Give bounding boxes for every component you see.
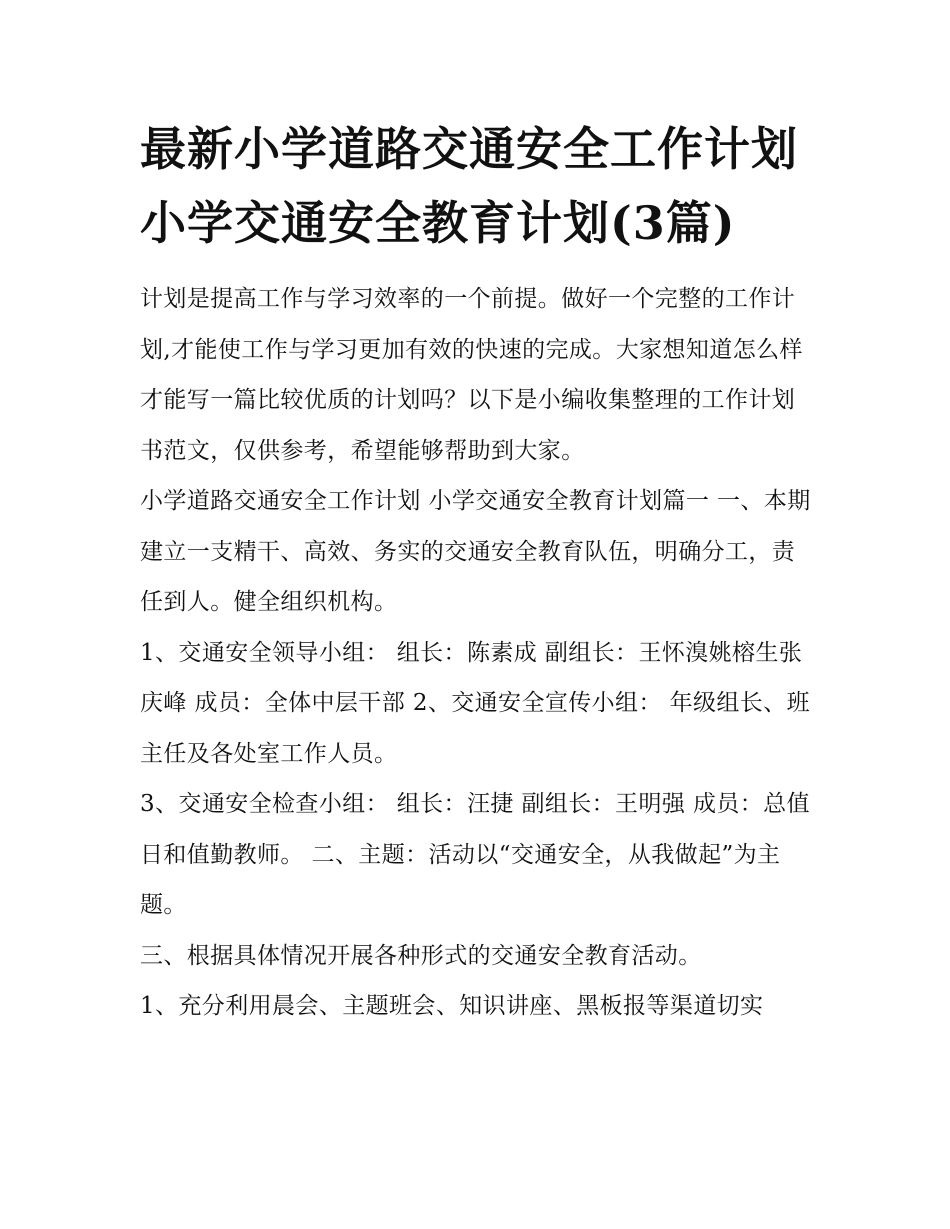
body-paragraph-4: 三、根据具体情况开展各种形式的交通安全教育活动。 [140, 942, 702, 969]
body-paragraph-5: 1、充分利用晨会、主题班会、知识讲座、黑板报等渠道切实 [140, 993, 764, 1019]
intro-paragraph: 计划是提高工作与学习效率的一个前提。做好一个完整的工作计划,才能使工作与学习更加有效的快速的完成。大家想知道怎么样才能写一篇比较优质的计划吗？以下是小编收集整理的工作计划书范文，仅供参考，希望能够帮助到大家。 [140, 286, 803, 464]
document-title: 最新小学道路交通安全工作计划 小学交通安全教育计划(3篇) [140, 122, 798, 250]
body-paragraph-2: 1、交通安全领导小组： 组长：陈素成 副组长：王怀溴姚榕生张庆峰 成员：全体中层干部 2、交通安全宣传小组： 年级组长、班主任及各处室工作人员。 [140, 639, 810, 767]
body-paragraph-1: 小学道路交通安全工作计划 小学交通安全教育计划篇一 一、本期建立一支精干、高效、务实的交通安全教育队伍，明确分工，责任到人。健全组织机构。 [140, 488, 811, 615]
body-paragraph-3: 3、交通安全检查小组： 组长：汪捷 副组长：王明强 成员：总值日和值勤教师。 二、主题：活动以“交通安全，从我做起”为主题。 [140, 791, 810, 918]
document-page [140, 112, 812, 1032]
